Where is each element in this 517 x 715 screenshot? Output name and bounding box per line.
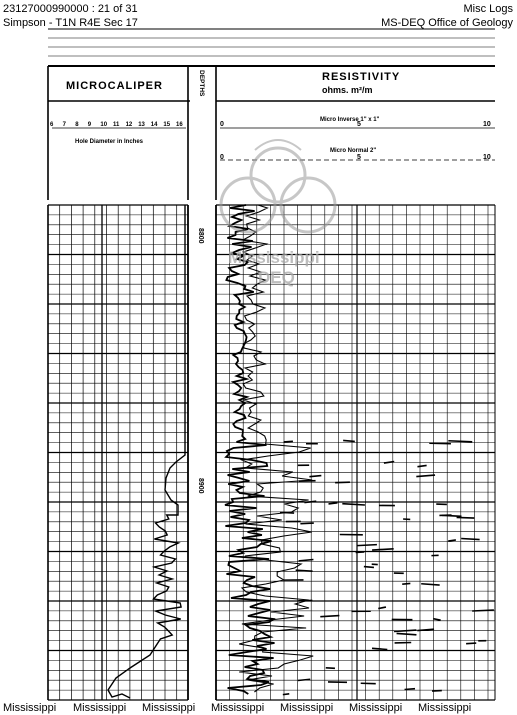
footer-watermark-text: Mississippi <box>73 702 127 714</box>
caliper-tick-label: 9 <box>87 122 92 128</box>
caliper-caption: Hole Diameter in Inches <box>75 139 144 145</box>
resistivity-tick-label: 0 <box>220 154 224 161</box>
micro-normal-label: Micro Normal 2" <box>330 148 377 154</box>
caliper-tick-label: 6 <box>50 122 54 128</box>
watermark-line-1: Mississippi <box>228 248 320 267</box>
caliper-tick-label: 13 <box>138 122 145 128</box>
well-location-label: Simpson - T1N R4E Sec 17 <box>3 17 138 29</box>
caliper-tick-label: 14 <box>150 122 158 128</box>
caliper-scale <box>50 122 183 128</box>
depth-markers <box>197 228 204 494</box>
micro-inverse-label: Micro Inverse 1" x 1" <box>320 117 380 123</box>
footer-watermark-text: Mississippi <box>349 702 403 714</box>
footer-watermark-text: Mississippi <box>280 702 334 714</box>
footer-watermark-text: Mississippi <box>211 702 265 714</box>
caliper-track-title: MICROCALIPER <box>66 80 163 92</box>
footer-watermark-text: Mississippi <box>418 702 472 714</box>
resistivity-tick-label: 10 <box>483 121 491 128</box>
caliper-tick-label: 7 <box>62 122 66 128</box>
resistivity-tick-label: 0 <box>220 121 224 128</box>
resistivity-track-title: RESISTIVITY <box>322 71 401 83</box>
record-id-label: 23127000990000 : 21 of 31 <box>3 3 138 15</box>
caliper-tick-label: 16 <box>176 122 183 128</box>
caliper-tick-label: 8 <box>75 122 79 128</box>
caliper-tick-label: 11 <box>113 122 120 128</box>
depths-track-title: DEPTHS <box>198 70 205 97</box>
document-category-label: Misc Logs <box>463 3 513 15</box>
depth-marker-label: 8800 <box>197 228 204 244</box>
watermark-line-2: DEQ <box>258 268 295 287</box>
caliper-tick-label: 15 <box>163 122 171 128</box>
footer-watermark-text: Mississippi <box>142 702 196 714</box>
resistivity-units-label: ohms. m²/m <box>322 85 373 95</box>
caliper-tick-label: 12 <box>125 122 133 128</box>
depth-marker-label: 8900 <box>197 478 204 494</box>
caliper-tick-label: 10 <box>100 122 108 128</box>
caliper-curve <box>108 205 185 698</box>
resistivity-tick-label: 10 <box>483 154 491 161</box>
log-header-frame <box>48 29 495 200</box>
resistivity-tick-label: 5 <box>357 154 361 161</box>
resistivity-tick-label: 5 <box>357 121 361 128</box>
footer-watermark-text: Mississippi <box>3 702 57 714</box>
agency-label: MS-DEQ Office of Geology <box>381 17 513 29</box>
